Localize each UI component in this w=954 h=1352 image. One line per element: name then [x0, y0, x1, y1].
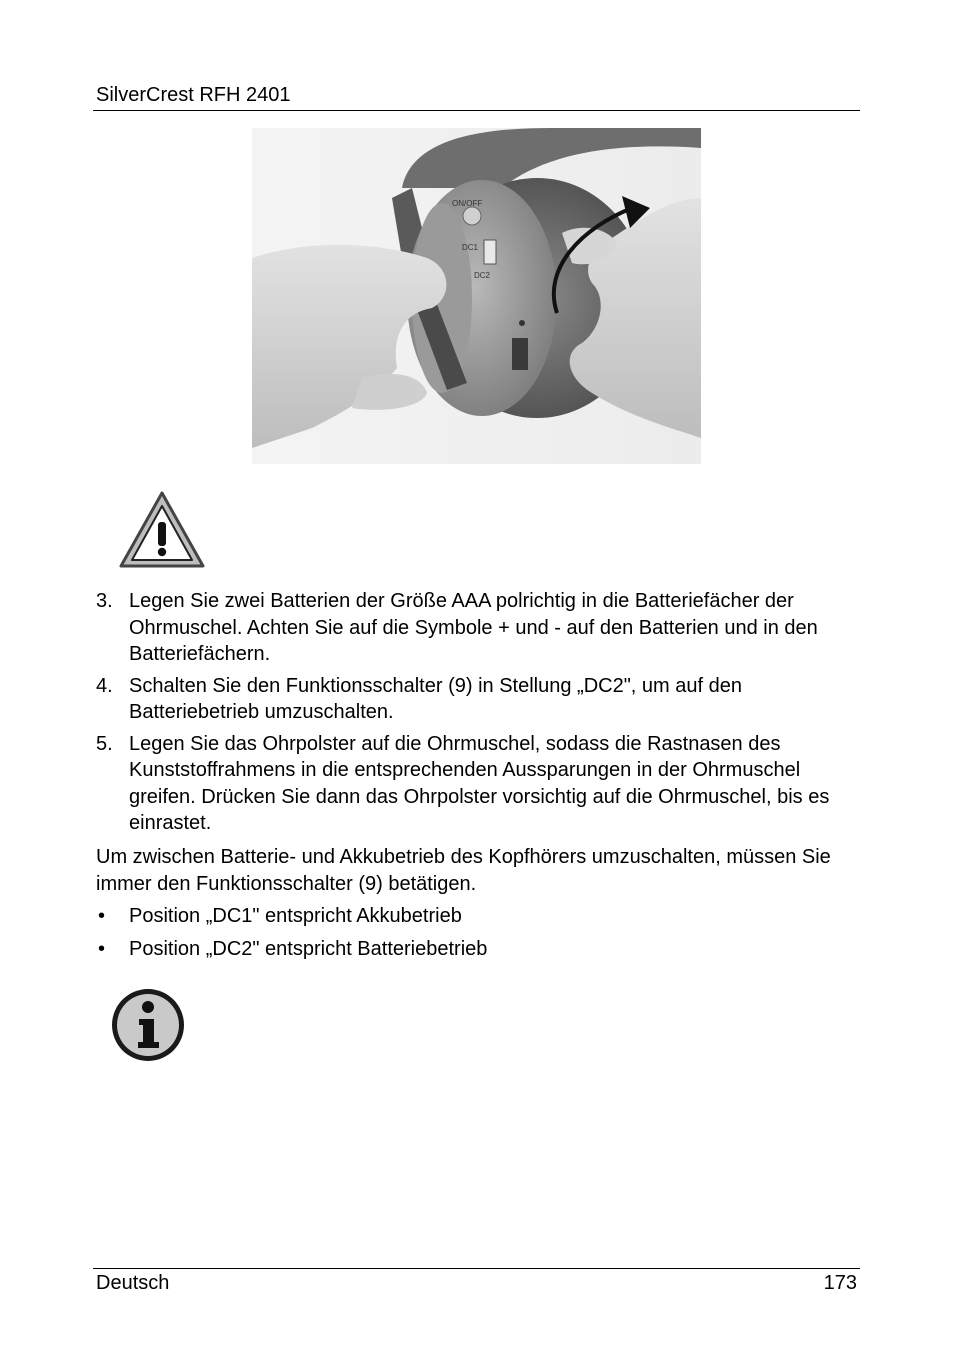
document-title: SilverCrest RFH 2401	[96, 84, 291, 106]
list-item	[96, 936, 866, 963]
bullet-mark: •	[98, 937, 106, 960]
step-text: Legen Sie das Ohrpolster auf die Ohrmuschel, sodass die Rastnasen des Kunststoffrahmens in die entsprechenden Aussparungen in der Ohrmuschel greifen. Drücken Sie dann das Ohrpolster vorsichtig auf die Ohrmuschel, bis es einrastet.	[129, 732, 830, 834]
step-text: Schalten Sie den Funktionsschalter (9) in Stellung „DC2", um auf den Batteriebetrieb umzuschalten.	[129, 674, 742, 723]
bullet-text: Position „DC1" entspricht Akkubetrieb	[129, 905, 462, 927]
warning-icon	[118, 490, 206, 570]
list-item	[96, 903, 866, 930]
dc2-label: DC2	[474, 271, 491, 280]
dc1-label: DC1	[462, 243, 479, 252]
headphone-battery-photo	[252, 128, 701, 464]
bullet-mark: •	[98, 905, 106, 927]
bullet-text: Position „DC2" entspricht Batteriebetrieb	[129, 937, 488, 960]
list-item	[96, 673, 866, 726]
footer-language: Deutsch	[96, 1272, 170, 1294]
step-list	[96, 588, 866, 837]
step-number: 3.	[96, 590, 113, 612]
page-number: 173	[823, 1272, 857, 1294]
step-number: 4.	[96, 674, 113, 697]
onoff-label: ON/OFF	[452, 199, 483, 208]
bullet-list	[96, 903, 866, 962]
footer-rule	[93, 1268, 860, 1269]
body-paragraph: Um zwischen Batterie- und Akkubetrieb des Kopfhörers umzuschalten, müssen Sie immer den Funktionsschalter (9) betätigen.	[96, 846, 831, 895]
header-rule	[93, 110, 860, 111]
list-item	[96, 588, 866, 668]
step-number: 5.	[96, 732, 113, 755]
info-icon	[108, 986, 188, 1064]
list-item	[96, 731, 866, 837]
step-text: Legen Sie zwei Batterien der Größe AAA polrichtig in die Batteriefächer der Ohrmuschel. Achten Sie auf die Symbole + und - auf den Batterien und in den Batteriefächern.	[129, 590, 818, 665]
